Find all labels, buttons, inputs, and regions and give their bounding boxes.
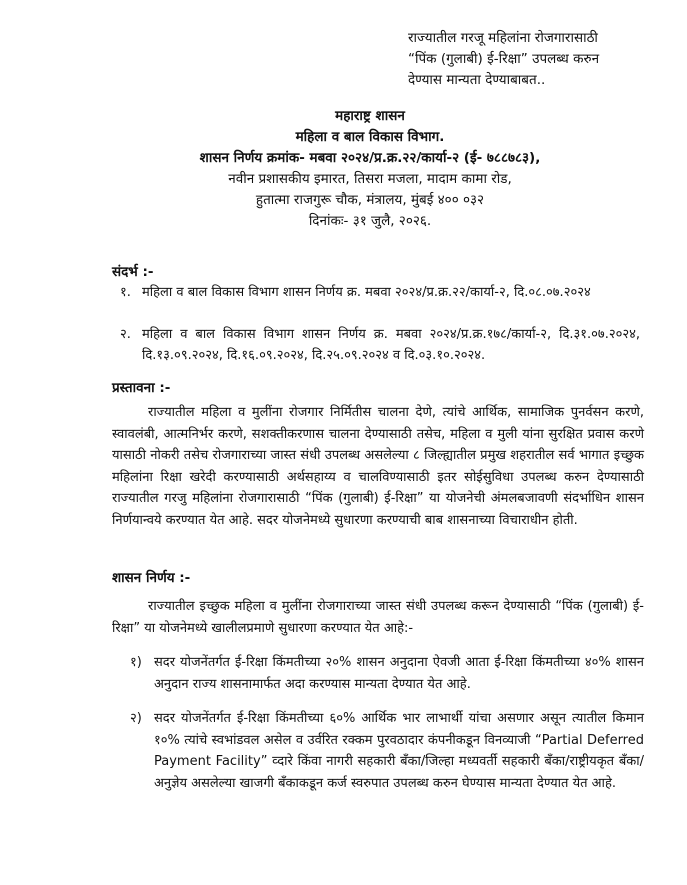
decision-item-number: २) [130,711,142,726]
preamble-paragraph [112,402,644,531]
reference-item [120,282,640,303]
subject-line: “पिंक (गुलाबी) ई-रिक्षा” उपलब्ध करुन [408,51,600,67]
decision-item-number: १) [130,655,142,670]
reference-number: १. [120,285,131,300]
decision-item [130,652,644,695]
department-name: महिला व बाल विकास विभाग. [295,129,445,145]
address-line: नवीन प्रशासकीय इमारत, तिसरा मजला, मादाम कामा रोड, [228,171,512,187]
reference-text: महिला व बाल विकास विभाग शासन निर्णय क्र. मबवा २०२४/प्र.क्र.२२/कार्या-२, दि.०८.०७.२०२४ [142,285,591,300]
preamble-heading: प्रस्तावना :- [112,380,171,396]
document-date: दिनांकः- ३१ जुलै, २०२६. [308,213,432,229]
decision-item-text: सदर योजनेंतर्गत ई-रिक्षा किंमतीच्या २०% शासन अनुदाना ऐवजी आता ई-रिक्षा किंमतीच्या ४०% शासन अनुदान राज्य शासनामार्फत अदा करण्यास मान्यता देण्यात येत आहे. [154,655,644,692]
subject-line: देण्यास मान्यता देण्याबाबत.. [408,72,546,88]
reference-number: २. [120,327,131,342]
references-heading: संदर्भ :- [112,264,154,280]
preamble-text: राज्यातील महिला व मुलींना रोजगार निर्मितीस चालना देणे, त्यांचे आर्थिक, सामाजिक पुनर्वसन करणे, स्वावलंबी, आत्मनिर्भर करणे, सशक्तीकरणास चालना देण्यासाठी तसेच, महिला व मुली यांना सुरक्षित प्रवास करणे यासाठी नोकरी तसेच रोजगाराच्या जास्त संधी उपलब्ध असलेल्या ८ जिल्ह्यातील प्रमुख शहरातील सर्व भागात इच्छुक महिलांना रिक्षा खरेदी करण्यासाठी अर्थसहाय्य व चालविण्यासाठी इतर सोईसुविधा उपलब्ध करुन देण्यासाठी राज्यातील गरजु महिलांना रोजगारासाठी “पिंक (गुलाबी) ई-रिक्षा” या योजनेची अंमलबजावणी संदर्भाधिन शासन निर्णयान्वये करण्यात येत आहे. सदर योजनेमध्ये सुधारणा करण्याची बाब शासनाच्या विचाराधीन होती. [112,405,644,528]
decision-intro-text: राज्यातील इच्छुक महिला व मुलींना रोजगाराच्या जास्त संधी उपलब्ध करून देण्यासाठी “पिंक (गुलाबी) ई-रिक्षा” या योजनेमध्ये खालीलप्रमाणे सुधारणा करण्यात येत आहे:- [112,599,644,636]
gr-number: शासन निर्णय क्रमांक- मबवा २०२४/प्र.क्र.२२/कार्या-२ (ई- ७८८७८३), [199,150,541,166]
reference-text: महिला व बाल विकास विभाग शासन निर्णय क्र. मबवा २०२४/प्र.क्र.१७८/कार्या-२, दि.३१.०७.२०२४, दि.१३.०९.२०२४, दि.१६.०९.२०२४, दि.२५.०९.२०२४ व दि.०३.१०.२०२४. [142,327,640,363]
decision-intro [112,596,644,639]
decision-heading: शासन निर्णय :- [112,570,191,586]
decision-item-text: सदर योजनेंतर्गत ई-रिक्षा किंमतीच्या ६०% आर्थिक भार लाभार्थी यांचा असणार असून त्यातील किमान १०% त्यांचे स्वभांडवल असेल व उर्वरित रक्कम पुरवठादार कंपनीकडून विनव्याजी “Partial Deferred Payment Facility” व्दारे किंवा नागरी सहकारी बँका/जिल्हा मध्यवर्ती सहकारी बँका/राष्ट्रीयकृत बँका/अनुज्ञेय असलेल्या खाजगी बँकाकडून कर्ज स्वरुपात उपलब्ध करुन घेण्यास मान्यता देण्यात येत आहे. [154,711,644,791]
subject-block [408,28,658,91]
address-line: हुतात्मा राजगुरू चौक, मंत्रालय, मुंबई ४०० ०३२ [255,192,485,208]
government-name: महाराष्ट्र शासन [335,108,405,124]
decision-item [130,708,644,794]
document-header [170,106,570,232]
subject-line: राज्यातील गरजू महिलांना रोजगारासाठी [408,30,598,46]
reference-item [120,324,640,366]
